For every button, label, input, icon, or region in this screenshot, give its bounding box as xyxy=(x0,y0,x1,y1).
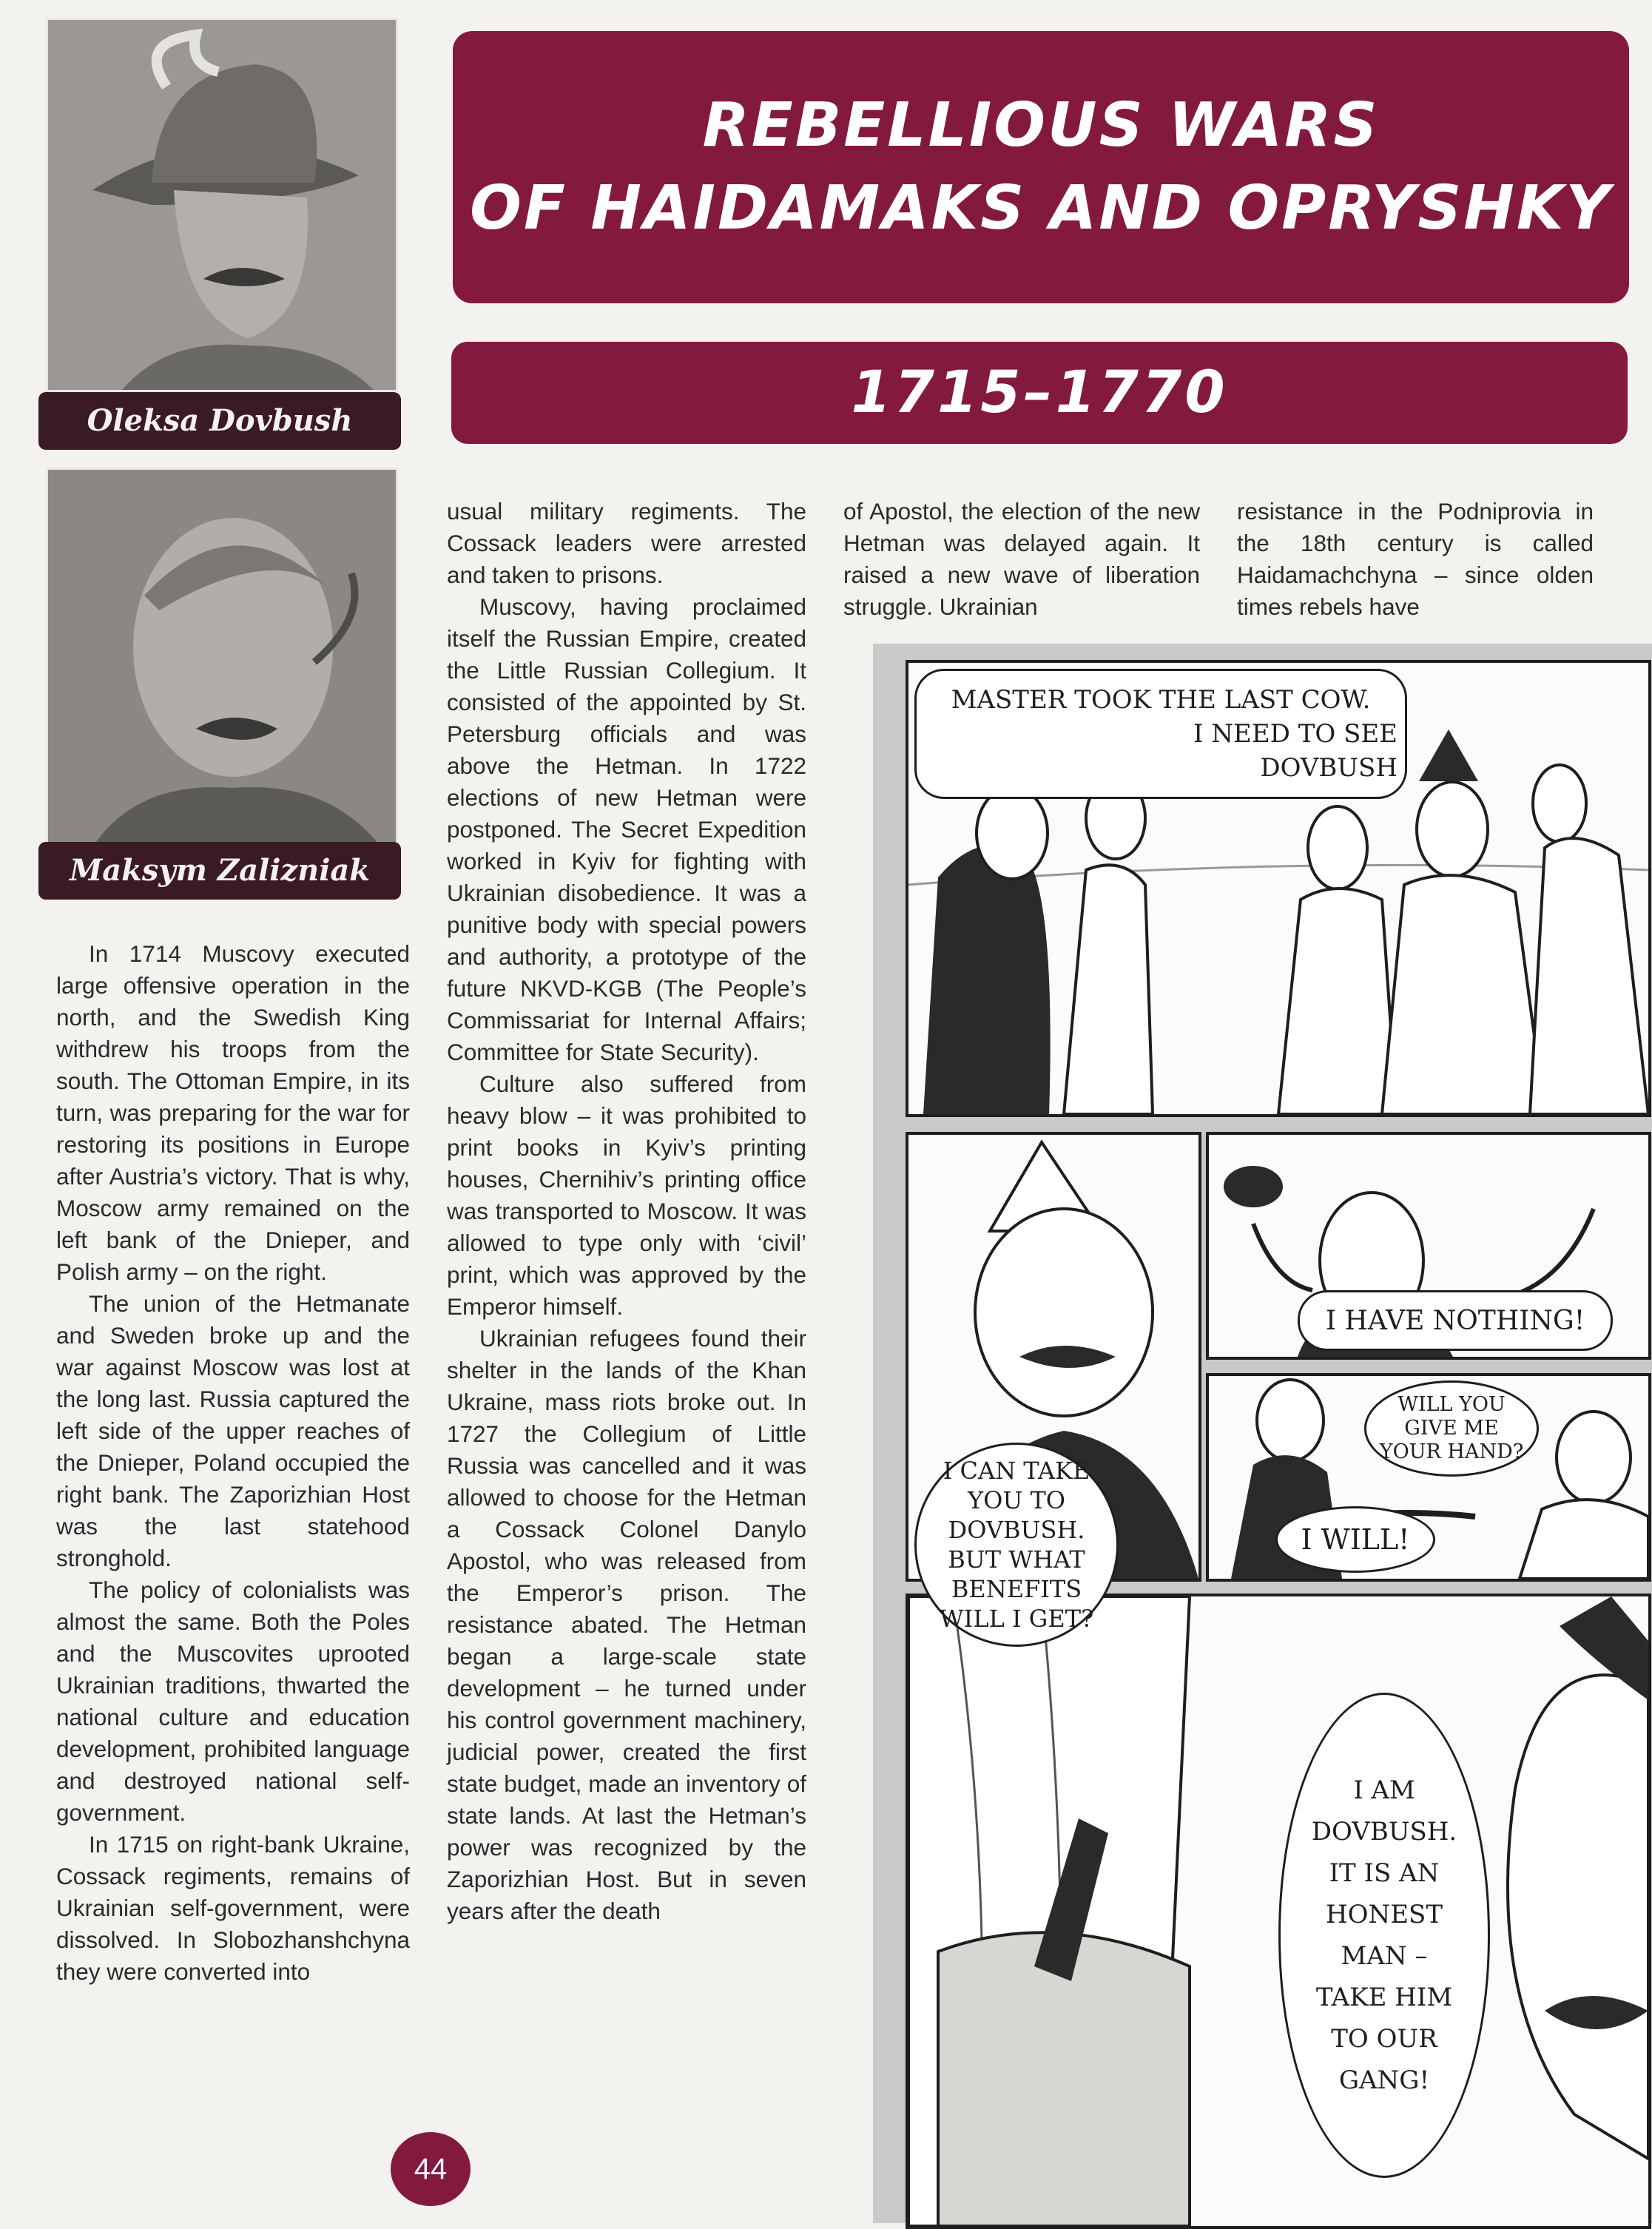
page-number xyxy=(391,2132,471,2206)
page-title-line-1: REBELLIOUS WARS xyxy=(702,90,1380,161)
speech-text: MAN – xyxy=(1341,1941,1428,1971)
portrait-drawing xyxy=(48,470,396,847)
portrait-oleksa-dovbush xyxy=(46,18,398,392)
paragraph: In 1714 Muscovy executed large offensive operation in the north, and the Swedish King withdrew his troops from the south. The Ottoman Empire, in its turn, was preparing for the war for restoring its positions in Europe after Austria’s victory. That is why, Moscow army remained on the left bank of the Dnieper, and Polish army – on the right. xyxy=(56,940,410,1285)
speech-text: GANG! xyxy=(1338,2066,1430,2095)
text-column-1 xyxy=(56,938,410,1988)
comic-panel-3 xyxy=(1206,1132,1651,1360)
paragraph: Ukrainian refugees found their shelter in the lands of the Khan Ukraine, mass riots broke out. In 1727 the Collegium of Little Russia was cancelled and it was allowed to choose for the Hetman a Cossack Colonel Danylo Apostol, who was released from the Emperor’s prison. The resistance abated. The Hetman began a large-scale state development – he turned under his control government machinery, judicial power, created the first state budget, made an inventory of state lands. At last the Hetman’s power was recognized by the Zaporizhian Host. But in seven years after the death xyxy=(447,1325,806,1924)
paragraph: Culture also suffered from heavy blow – it was prohibited to print books in Kyiv’s printing houses, Chernihiv’s printing office was transported to Moscow. It was allowed to type only with ‘civil’ print, which was approved by the Emperor himself. xyxy=(447,1070,806,1320)
speech-bubble xyxy=(914,1443,1119,1647)
portrait-name-banner xyxy=(38,392,401,450)
comic-panel-5 xyxy=(906,1594,1651,2229)
speech-text: HONEST xyxy=(1325,1900,1443,1929)
speech-text: BUT WHAT xyxy=(948,1545,1085,1574)
speech-text: DOVBUSH. xyxy=(948,1516,1085,1544)
portrait-name: Oleksa Dovbush xyxy=(87,403,353,438)
portrait-name-banner xyxy=(38,842,401,900)
paragraph: usual military regiments. The Cossack leaders were arrested and taken to prisons. xyxy=(447,498,806,588)
speech-text: YOUR HAND? xyxy=(1379,1440,1524,1463)
paragraph: The policy of colonialists was almost the same. Both the Poles and the Muscovites uprooted Ukrainian traditions, thwarted the national culture and education development, prohibited language and destroyed national self-government. xyxy=(56,1577,410,1826)
speech-text: WILL YOU xyxy=(1398,1393,1506,1416)
speech-text: WILL I GET? xyxy=(939,1605,1094,1633)
paragraph: Muscovy, having proclaimed itself the Russian Empire, created the Little Russian Collegium. It consisted of the appointed by St. Petersburg officials and was above the Hetman. In 1722 elections of new Hetman were postponed. The Secret Expedition worked in Kyiv for fighting with Ukrainian disobedience. It was a punitive body with special powers and authority, a prototype of the future NKVD-KGB (The People’s Commissariat for Internal Affairs; Committee for State Security). xyxy=(447,593,806,1065)
speech-text: I WILL! xyxy=(1301,1523,1410,1556)
speech-bubble xyxy=(1275,1506,1435,1573)
years-label: 1715–1770 xyxy=(851,360,1228,426)
speech-text: DOVBUSH xyxy=(1260,753,1398,783)
speech-bubble xyxy=(1298,1290,1613,1351)
paragraph: In 1715 on right-bank Ukraine, Cossack regiments, remains of Ukrainian self-government, were dissolved. In Slobozhanshchyna they were converted into xyxy=(56,1831,410,1985)
speech-text: I CAN TAKE xyxy=(943,1457,1090,1485)
years-banner xyxy=(451,342,1628,444)
text-column-3 xyxy=(843,496,1200,623)
speech-text: YOU TO xyxy=(967,1486,1066,1514)
speech-bubble xyxy=(1364,1380,1539,1477)
speech-text: TAKE HIM xyxy=(1315,1983,1453,2012)
speech-text: GIVE ME xyxy=(1404,1417,1499,1440)
portrait-drawing xyxy=(48,20,396,390)
page-number-text: 44 xyxy=(414,2152,448,2185)
paragraph: resistance in the Podniprovia in the 18th century is called Haidamachchyna – since olden times rebels have xyxy=(1237,498,1594,620)
paragraph: of Apostol, the election of the new Hetman was delayed again. It raised a new wave of liberation struggle. Ukrainian xyxy=(843,498,1200,620)
comic-panel-4 xyxy=(1206,1373,1651,1582)
speech-text: IT IS AN xyxy=(1329,1858,1440,1888)
speech-text: DOVBUSH. xyxy=(1311,1817,1457,1847)
speech-text: BENEFITS xyxy=(951,1575,1082,1603)
page-title-line-2: OF HAIDAMAKS AND OPRYSHKY xyxy=(470,173,1612,243)
portrait-maksym-zalizniak xyxy=(46,468,398,849)
portrait-name: Maksym Zalizniak xyxy=(69,853,371,888)
paragraph: The union of the Hetmanate and Sweden broke up and the war against Moscow was lost at the long last. Russia captured the left side of the upper reaches of the Dnieper, Poland occupied the right bank. The Zaporizhian Host was the last statehood stronghold. xyxy=(56,1290,410,1571)
comic-panel-1 xyxy=(906,660,1651,1117)
speech-bubble xyxy=(1278,1693,1490,2178)
speech-bubble xyxy=(914,669,1407,799)
speech-text: I NEED TO SEE xyxy=(1193,719,1398,749)
speech-text: I AM xyxy=(1353,1776,1415,1805)
speech-text: TO OUR xyxy=(1331,2024,1437,2054)
title-banner xyxy=(453,31,1629,303)
speech-text: I HAVE NOTHING! xyxy=(1325,1305,1585,1336)
text-column-4 xyxy=(1237,496,1594,623)
text-column-2 xyxy=(447,496,806,1927)
comic-strip xyxy=(873,644,1652,2223)
speech-text: MASTER TOOK THE LAST COW. xyxy=(951,685,1371,715)
